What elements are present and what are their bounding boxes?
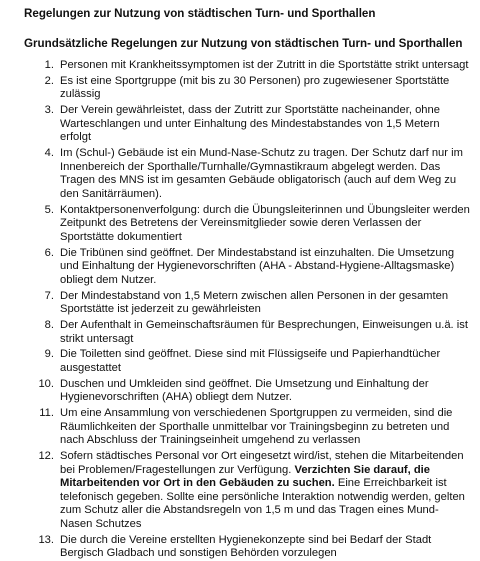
- list-item: [24, 104, 470, 145]
- item-number: 4.: [44, 147, 54, 160]
- item-text: Duschen und Umkleiden sind geöffnet. Die Umsetzung und Einhaltung der Hygienevorschriften (AHA) obliegt dem Nutzer.: [60, 377, 429, 404]
- item-number: 2.: [44, 74, 54, 87]
- list-item: [24, 407, 470, 448]
- item-number: 9.: [44, 348, 54, 361]
- list-item: [24, 75, 470, 102]
- item-number: 6.: [44, 246, 54, 259]
- item-text: Der Aufenthalt in Gemeinschaftsräumen für Besprechungen, Einweisungen u.ä. ist strikt untersagt: [60, 319, 468, 345]
- item-number: 5.: [44, 203, 54, 216]
- list-item: [24, 378, 470, 405]
- item-text: Die durch die Vereine erstellten Hygienekonzepte sind bei Bedarf der Stadt Bergisch Gladbach und sonstigen Behörden vorzulegen: [60, 533, 432, 560]
- item-text: Im (Schul-) Gebäude ist ein Mund-Nase-Schutz zu tragen. Der Schutz darf nur im Innenbereich der Sporthalle/Turnhalle/Gymnastikraum abgelegt werden. Das Tragen des MNS ist im gesamten Gebäude obligatorisch (auch auf dem Weg zu den Sanitärräumen).: [60, 147, 463, 200]
- list-item: [24, 348, 470, 375]
- item-number: 1.: [44, 59, 54, 71]
- item-text: Die Tribünen sind geöffnet. Der Mindestabstand ist einzuhalten. Die Umsetzung und Einhaltung der Hygienevorschriften (AHA - Abstand-Hygiene-Alltagsmaske) obliegt dem Nutzer.: [60, 246, 455, 286]
- item-number: 13.: [38, 533, 54, 546]
- item-number: 7.: [44, 289, 54, 302]
- document-title: Regelungen zur Nutzung von städtischen Turn- und Sporthallen: [24, 7, 376, 20]
- item-number: 10.: [38, 377, 54, 390]
- item-text: Die Toiletten sind geöffnet. Diese sind mit Flüssigseife und Papierhandtücher ausgestattet: [60, 348, 441, 374]
- item-text-emphasis: Verzichten Sie darauf, die Mitarbeitenden vor Ort in den Gebäuden zu suchen.: [60, 463, 431, 490]
- item-number: 3.: [44, 104, 54, 117]
- list-item: [24, 290, 470, 317]
- item-text-part: Sofern städtisches Personal vor Ort eingesetzt wird/ist, stehen die Mitarbeitenden bei Problemen/Fragestellungen zur Verfügung.: [60, 450, 464, 476]
- item-text: Es ist eine Sportgruppe (mit bis zu 30 Personen) pro zugewiesener Sportstätte zulässig: [60, 74, 450, 101]
- item-text: Der Verein gewährleistet, dass der Zutritt zur Sportstätte nacheinander, ohne Warteschlangen und unter Einhaltung des Mindestabstandes von 1,5 Metern erfolgt: [60, 104, 440, 144]
- list-item: [24, 450, 470, 532]
- item-text-part: Eine Erreichbarkeit ist telefonisch gegeben. Sollte eine persönliche Interaktion notwendig werden, gelten zum Schutz aller die Abstandsregeln von 1,5 m und das Tragen eines Mund-Nasen Schutzes: [60, 477, 465, 531]
- item-text: Um eine Ansammlung von verschiedenen Sportgruppen zu vermeiden, sind die Räumlichkeiten der Sporthalle unmittelbar vor Trainingsbeginn zu betreten und nach Abschluss der Trainingseinheit umgehend zu verlassen: [60, 407, 453, 447]
- list-item: [24, 319, 470, 346]
- rules-list: [24, 59, 470, 561]
- list-item: [24, 59, 470, 73]
- list-item: [24, 204, 470, 245]
- item-text: Personen mit Krankheitssymptomen ist der Zutritt in die Sportstätte strikt untersagt: [60, 59, 469, 71]
- item-number: 11.: [39, 407, 54, 420]
- item-text: Der Mindestabstand von 1,5 Metern zwischen allen Personen in der gesamten Sportstätte ist jederzeit zu gewährleisten: [60, 289, 449, 316]
- list-item: [24, 534, 470, 561]
- section-heading: Grundsätzliche Regelungen zur Nutzung von städtischen Turn- und Sporthallen: [24, 37, 463, 50]
- list-item: [24, 147, 470, 201]
- list-item: [24, 247, 470, 288]
- item-number: 12.: [38, 450, 54, 463]
- item-text: Kontaktpersonenverfolgung: durch die Übungsleiterinnen und Übungsleiter werden Zeitpunkt des Betretens der Vereinsmitglieder sowie deren Verlassen der Sportstätte dokumentiert: [60, 203, 470, 243]
- item-number: 8.: [44, 319, 54, 331]
